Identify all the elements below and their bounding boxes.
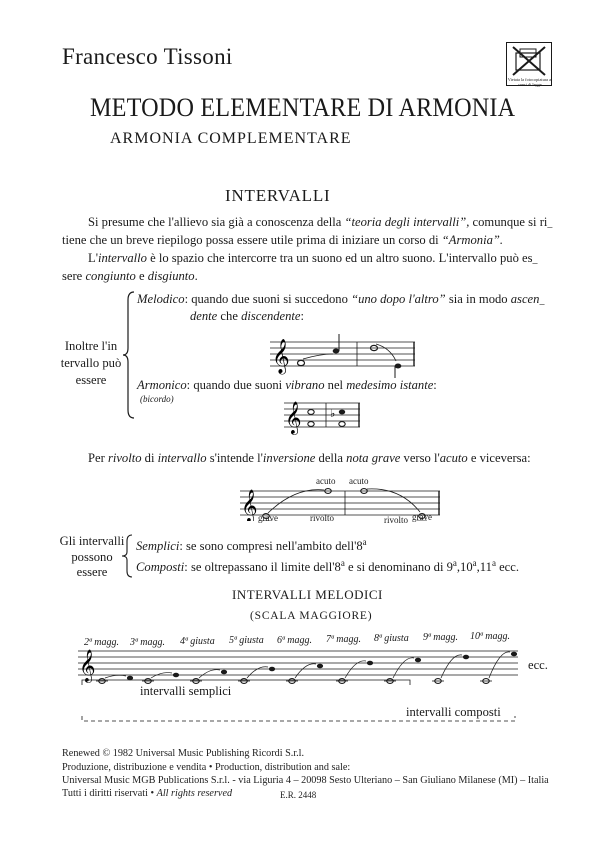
intro-text: tiene che un breve riepilogo possa essere utile prima di iniziare un corso di: [62, 233, 442, 247]
footer-rights: [62, 788, 232, 799]
note-head: [463, 655, 469, 660]
definition-emphasis: vibrano: [285, 378, 325, 392]
ordinal-sup: a: [340, 558, 345, 568]
interval-label: 2ª magg.: [84, 637, 119, 648]
note-head: [367, 661, 373, 666]
note-head: [511, 652, 517, 657]
intro-line-1: Si presume che l'allievo sia già a conoscenza della “teoria degli intervalli”, comunque si ri_: [88, 215, 553, 229]
treble-clef-icon: 𝄞: [285, 401, 302, 434]
note-head: [173, 673, 179, 678]
compound-definition: [136, 558, 519, 575]
definition-emphasis: inversione: [262, 451, 316, 465]
flat-icon: ♭: [330, 407, 336, 420]
simple-label: Semplici: [136, 539, 180, 554]
melodic-label: Melodico: [137, 292, 185, 306]
intro-emphasis: congiunto: [85, 269, 136, 283]
definition-emphasis: dente: [190, 309, 218, 323]
logo-caption: Vietata la fotocopiatura ai sensi di legge: [507, 77, 553, 87]
bicordo-note: (bicordo): [140, 394, 174, 404]
intro-emphasis: disgiunto: [147, 269, 195, 283]
melodic-staff: [270, 328, 420, 378]
definition-text: s'intende l': [206, 451, 263, 465]
definition-text: : se oltrepassano il limite dell'8: [184, 560, 341, 575]
intro-emphasis: “teoria degli intervalli”,: [344, 215, 470, 229]
slur: [441, 655, 462, 678]
label-acuto-1: acuto: [316, 476, 336, 486]
definition-text: e viceversa:: [467, 451, 531, 465]
footer-distribution: Produzione, distribuzione e vendita • Production, distribution and sale:: [62, 762, 351, 773]
interval-label: 8ª giusta: [374, 633, 409, 644]
intro-text: .: [194, 269, 198, 283]
definition-text: verso l': [400, 451, 440, 465]
treble-clef-icon: 𝄞: [272, 339, 290, 374]
interval-label: 9ª magg.: [423, 632, 458, 643]
definition-text: e si denominano di 9: [344, 560, 453, 575]
intro-text: sere: [62, 269, 86, 283]
definition-emphasis: acuto: [439, 451, 468, 465]
interval-types-label: [52, 338, 130, 389]
label-acuto-2: acuto: [349, 476, 369, 486]
definition-text: che: [217, 309, 242, 323]
harmonic-definition: [137, 378, 437, 393]
definition-emphasis: medesimo istante: [346, 378, 434, 392]
definition-text: :: [300, 309, 305, 323]
section-title: INTERVALLI: [225, 186, 331, 205]
intro-text: Si presume che l'allievo sia già a conoscenza della: [88, 215, 345, 229]
melodic-definition-2: [190, 309, 304, 324]
label-line: essere: [75, 373, 107, 387]
note-head: [415, 658, 421, 663]
interval-label: 4ª giusta: [180, 636, 215, 647]
intro-text: comunque si ri: [469, 215, 548, 229]
note-head: [317, 664, 323, 669]
definition-emphasis: “uno dopo l'altro”: [351, 292, 446, 306]
slur: [295, 664, 316, 678]
compound-label: Composti: [136, 560, 185, 575]
intro-emphasis: “Armonia”.: [441, 233, 504, 247]
definition-text: Per: [88, 451, 108, 465]
definition-text: : quando due suoni si succedono: [184, 292, 352, 306]
footer-text: Tutti i diritti riservati •: [62, 788, 157, 799]
label-line: possono: [71, 549, 113, 564]
melodic-intervals-title: INTERVALLI MELODICI: [232, 587, 383, 602]
intro-emphasis: intervallo: [97, 251, 147, 265]
ordinal-sup: a: [362, 537, 367, 547]
interval-label: 10ª magg.: [470, 631, 510, 642]
label-grave-2: grave: [412, 512, 432, 522]
definition-text: : quando due suoni: [186, 378, 286, 392]
slur: [199, 670, 220, 678]
label-line: tervallo può: [60, 356, 122, 370]
footer-copyright: Renewed © 1982 Universal Music Publishing Ricordi S.r.l.: [62, 748, 305, 759]
definition-emphasis: rivolto: [107, 451, 142, 465]
definition-emphasis: intervallo: [157, 451, 207, 465]
definition-text: : se sono compresi nell'ambito dell'8: [179, 539, 363, 554]
note-head: [269, 667, 275, 672]
label-grave-1: grave: [258, 513, 278, 523]
definition-text: :: [433, 378, 437, 392]
definition-text: ,10: [456, 560, 473, 575]
interval-label: 5ª giusta: [229, 635, 264, 646]
footer-publisher: Universal Music MGB Publications S.r.l. - via Liguria 4 – 20098 Sesto Ulteriano – San Giuliano Milanese (MI) – Italia: [62, 775, 549, 786]
ordinal-sup: a: [491, 558, 496, 568]
intro-line-2: [62, 233, 503, 248]
ordinal-sup: a: [452, 558, 457, 568]
intro-text: e: [135, 269, 148, 283]
curly-brace: [120, 533, 134, 579]
definition-text: sia in modo: [445, 292, 511, 306]
label-line: Inoltre l'in: [64, 339, 118, 353]
definition-text: della: [315, 451, 347, 465]
treble-clef-icon: 𝄞: [79, 649, 96, 682]
slur: [247, 667, 268, 678]
label-line: essere: [76, 565, 108, 579]
interval-label: 7ª magg.: [326, 634, 361, 645]
slur: [489, 652, 510, 678]
note-head: [221, 670, 227, 675]
inversion-definition: [88, 451, 531, 466]
interval-label: 3ª magg.: [130, 637, 165, 648]
intro-text: è lo spazio che intercorre tra un suono ed un altro suono. L'intervallo può es: [146, 251, 533, 265]
definition-emphasis: ascen: [510, 292, 540, 306]
catalog-number: E.R. 2448: [280, 790, 317, 800]
compound-bracket-label: intervalli composti: [406, 705, 501, 719]
simple-definition: [136, 537, 367, 554]
definition-emphasis: nota grave: [346, 451, 401, 465]
intro-text: L': [88, 251, 98, 265]
footer-text-italic: All rights reserved: [156, 788, 233, 799]
label-rivolto-2: rivolto: [384, 515, 408, 525]
etc-label: ecc.: [528, 658, 548, 672]
interval-label: 6ª magg.: [277, 635, 312, 646]
intro-line-4: [62, 269, 198, 284]
intro-line-3: L'intervallo è lo spazio che intercorre tra un suono ed un altro suono. L'intervallo può es_: [88, 251, 538, 265]
author-name: Francesco Tissoni: [62, 44, 233, 69]
definition-emphasis: discendente: [241, 309, 301, 323]
definition-text: nel: [324, 378, 347, 392]
melodic-definition-1: Melodico: quando due suoni si succedono “uno dopo l'altro” sia in modo ascen_: [137, 292, 545, 306]
label-line: Gli intervalli: [59, 534, 125, 548]
simple-bracket-label: intervalli semplici: [140, 684, 232, 698]
label-rivolto-1: rivolto: [310, 513, 334, 523]
page-subtitle: ARMONIA COMPLEMENTARE: [110, 130, 352, 147]
melodic-intervals-subtitle: (SCALA MAGGIORE): [250, 610, 373, 622]
ordinal-sup: a: [472, 558, 477, 568]
harmonic-label: Armonico: [137, 378, 187, 392]
curly-brace: [122, 290, 136, 420]
definition-text: di: [141, 451, 158, 465]
harmonic-staff: [284, 395, 362, 437]
definition-text: ,11: [476, 560, 492, 575]
page-title: METODO ELEMENTARE DI ARMONIA: [90, 93, 516, 122]
definition-text: ecc.: [495, 560, 520, 575]
treble-clef-icon: 𝄞: [241, 489, 258, 521]
